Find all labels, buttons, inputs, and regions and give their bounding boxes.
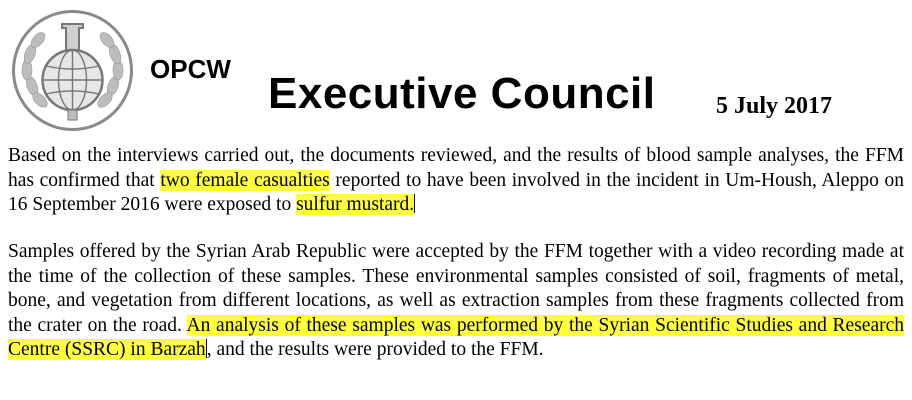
highlighted-text: two female casualties xyxy=(160,169,330,191)
paragraph-text: Based on the interviews carried out, the documents reviewed, and the results of blood sample analyses, the FFM has confirmed that xyxy=(8,145,904,191)
highlighted-text: An analysis of these samples was performed by the Syrian Scientific Studies and Research Centre (SSRC) in Barzah xyxy=(8,314,904,360)
document-title: Executive Council xyxy=(268,69,656,118)
paragraph-text: reported to have been involved in the incident in Um-Housh, Aleppo on 16 September 2016 were exposed to xyxy=(8,169,904,215)
paragraph-text: Samples offered by the Syrian Arab Republic were accepted by the FFM together with a video recording made at the time of the collection of these samples. These environmental samples consisted of soil, fragments of metal, bone, and vegetation from different locations, as well as extraction samples from these fragments collected from the crater on the road. xyxy=(8,241,904,336)
text-cursor xyxy=(414,194,415,213)
paragraph-text: , and the results were provided to the FFM. xyxy=(206,339,544,360)
organization-name: OPCW xyxy=(150,54,231,84)
paragraph-fmm-findings xyxy=(8,144,904,218)
highlighted-text: sulfur mustard. xyxy=(296,194,415,215)
document-date: 5 July 2017 xyxy=(716,93,833,119)
opcw-logo-icon xyxy=(10,8,135,133)
paragraph-samples xyxy=(8,240,904,363)
